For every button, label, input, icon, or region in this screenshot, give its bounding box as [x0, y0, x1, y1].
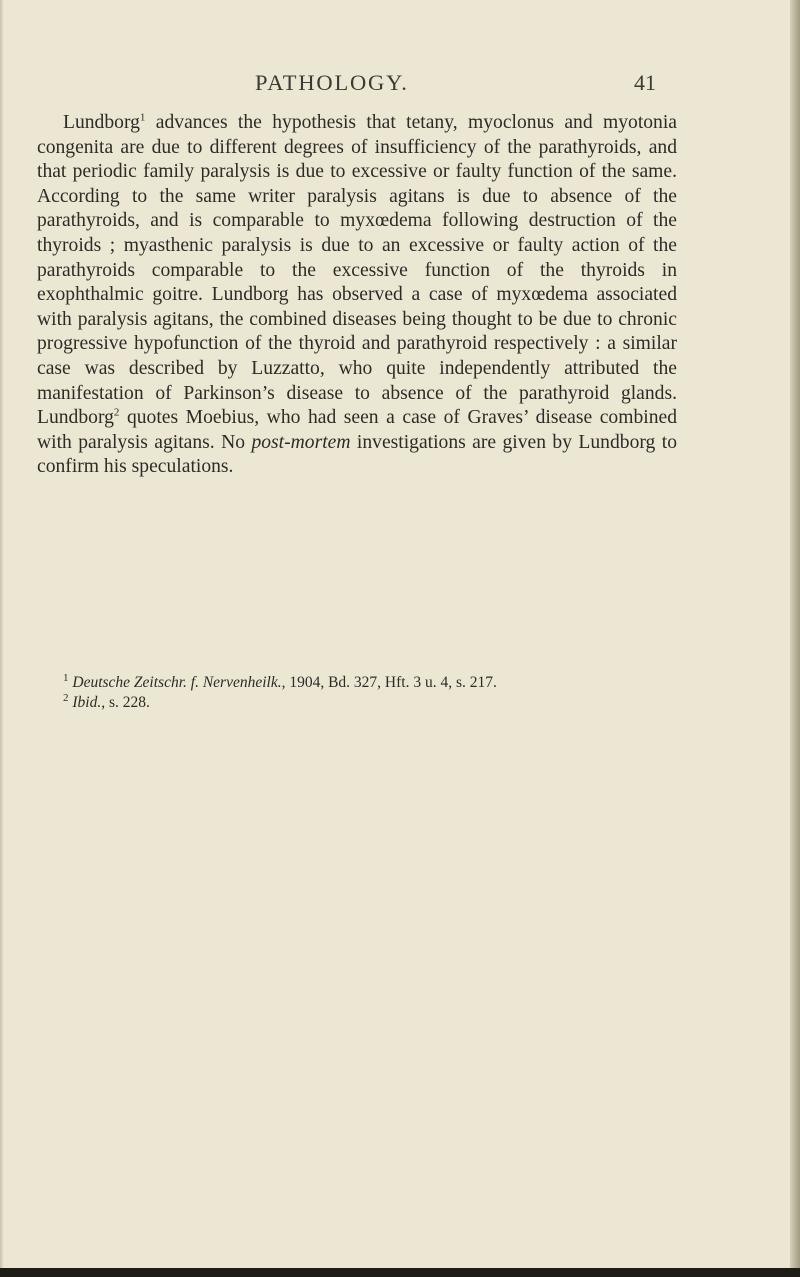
footnote-ref-1: 1: [139, 111, 146, 124]
footnote-mark: 2: [63, 691, 69, 704]
body-paragraph: [37, 111, 677, 480]
paragraph-text-3: investigations are given by Lundborg to confirm his speculations.: [37, 431, 677, 478]
paragraph-text-2: quotes Moebius, who had seen a case of Graves’ disease combined with paralysis agitans. No: [37, 407, 677, 453]
footnote-2: [37, 693, 677, 713]
footnote-ref-2: 2: [113, 406, 120, 419]
running-head-title: PATHOLOGY.: [255, 70, 409, 95]
page-gutter-shadow: [0, 0, 4, 1268]
footnote-citation: , s. 228.: [101, 694, 150, 711]
author-name: Lundborg: [63, 112, 140, 133]
page-number: 41: [634, 70, 656, 95]
running-head: [0, 70, 790, 104]
footnotes: [37, 673, 677, 713]
footnote-journal: Ibid.: [72, 694, 102, 711]
paragraph-text-1: advances the hypothesis that tetany, myoclonus and myotonia congenita are due to different degrees of insufficiency of the parathyroids, and that periodic family paralysis is due to excessive or faulty function of the same. According to the same writer paralysis agitans is due to absence of the parathyroids, and is comparable to myxœdema following destruction of the thyroids ; myasthenic paralysis is due to an excessive or faulty action of the parathyroids comparable to the excessive function of the thyroids in exophthalmic goitre. Lundborg has observed a case of myxœdema associated with paralysis agitans, the combined diseases being thought to be due to chronic progressive hypofunction of the thyroid and parathyroid respectively : a similar case was described by Luzzatto, who quite independently attributed the manifestation of Parkinson’s disease to absence of the parathyroid glands.: [37, 112, 677, 404]
footnote-journal: Deutsche Zeitschr. f. Nervenheilk.: [72, 674, 282, 691]
footnote-mark: 1: [63, 671, 69, 684]
page-edge-right: [790, 0, 800, 1268]
footnote-1: [37, 673, 677, 693]
author-name-2: Lundborg: [37, 407, 114, 429]
italic-term: post-mortem: [251, 431, 351, 453]
page-edge-bottom: [0, 1268, 800, 1277]
footnote-citation: , 1904, Bd. 327, Hft. 3 u. 4, s. 217.: [281, 674, 497, 691]
